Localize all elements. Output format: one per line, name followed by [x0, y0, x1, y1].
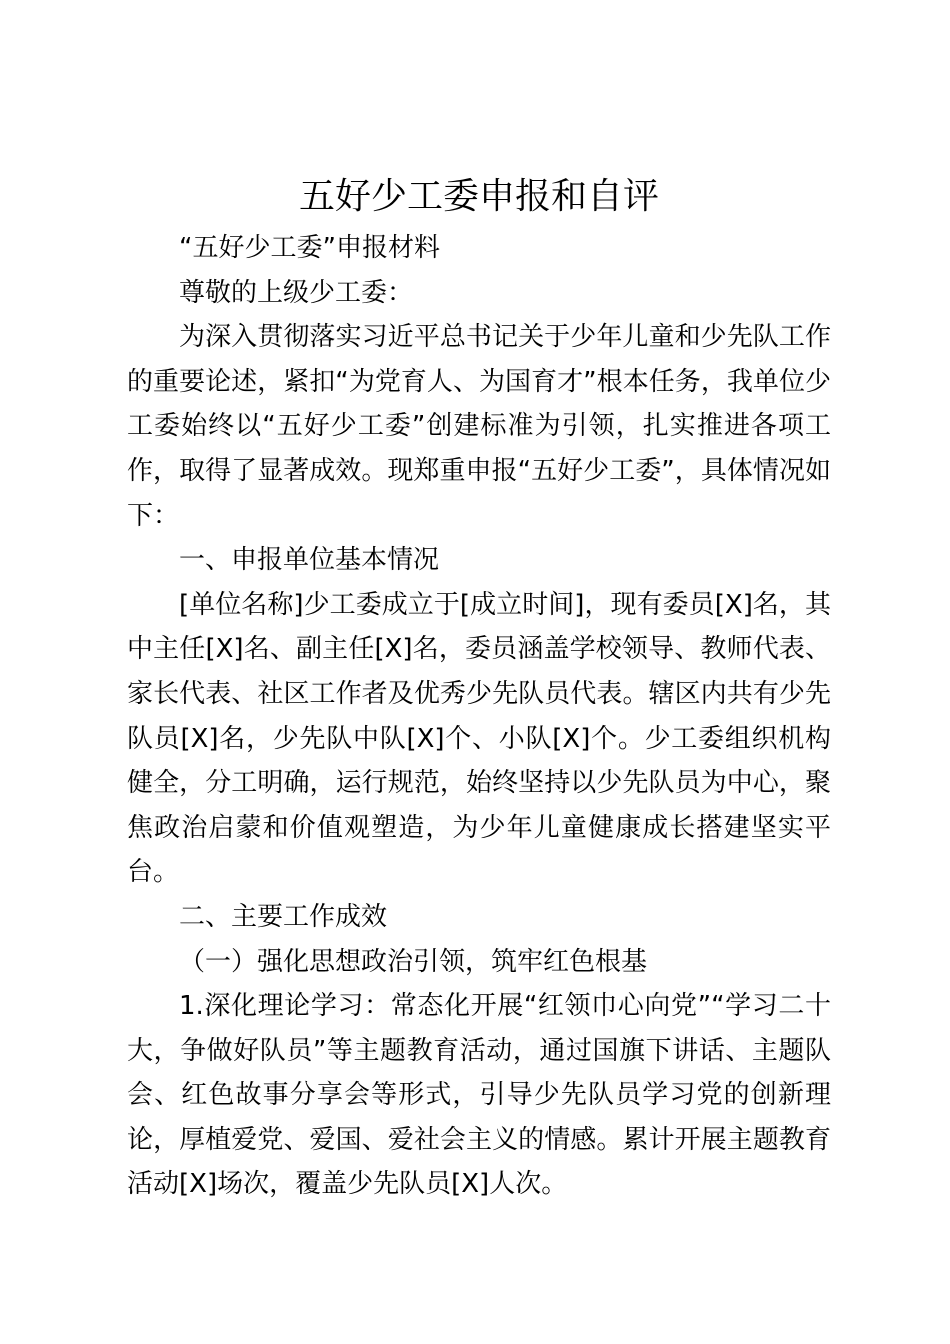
section-heading-achievements: 二、主要工作成效 [179, 901, 388, 932]
salutation: 尊敬的上级少工委： [179, 277, 414, 308]
subsection-heading-ideology: （一）强化思想政治引领，筑牢红色根基 [179, 946, 648, 977]
document-page [127, 170, 831, 1207]
intro-paragraph: 为深入贯彻落实习近平总书记关于少年儿童和少先队工作的重要论述，紧扣“为党育人、为国育才”根本任务，我单位少工委始终以“五好少工委”创建标准为引领，扎实推进各项工作，取得了显著成效。现郑重申报“五好少工委”，具体情况如下： [127, 322, 831, 531]
section-heading-basic-info: 一、申报单位基本情况 [179, 545, 440, 576]
document-subtitle: “五好少工委”申报材料 [179, 233, 440, 263]
basic-info-paragraph: [单位名称]少工委成立于[成立时间]，现有委员[X]名，其中主任[X]名、副主任[X]名，委员涵盖学校领导、教师代表、家长代表、社区工作者及优秀少先队员代表。辖区内共有少先队员[X]名，少先队中队[X]个、小队[X]个。少工委组织机构健全，分工明确，运行规范，始终坚持以少先队员为中心，聚焦政治启蒙和价值观塑造，为少年儿童健康成长搭建坚实平台。 [127, 589, 831, 888]
document-title: 五好少工委申报和自评 [298, 176, 659, 217]
item-theory-study-paragraph: 1.深化理论学习：常态化开展“红领巾心向党”“学习二十大，争做好队员”等主题教育活动，通过国旗下讲话、主题队会、红色故事分享会等形式，引导少先队员学习党的创新理论，厚植爱党、爱国、爱社会主义的情感。累计开展主题教育活动[X]场次，覆盖少先队员[X]人次。 [127, 991, 831, 1200]
